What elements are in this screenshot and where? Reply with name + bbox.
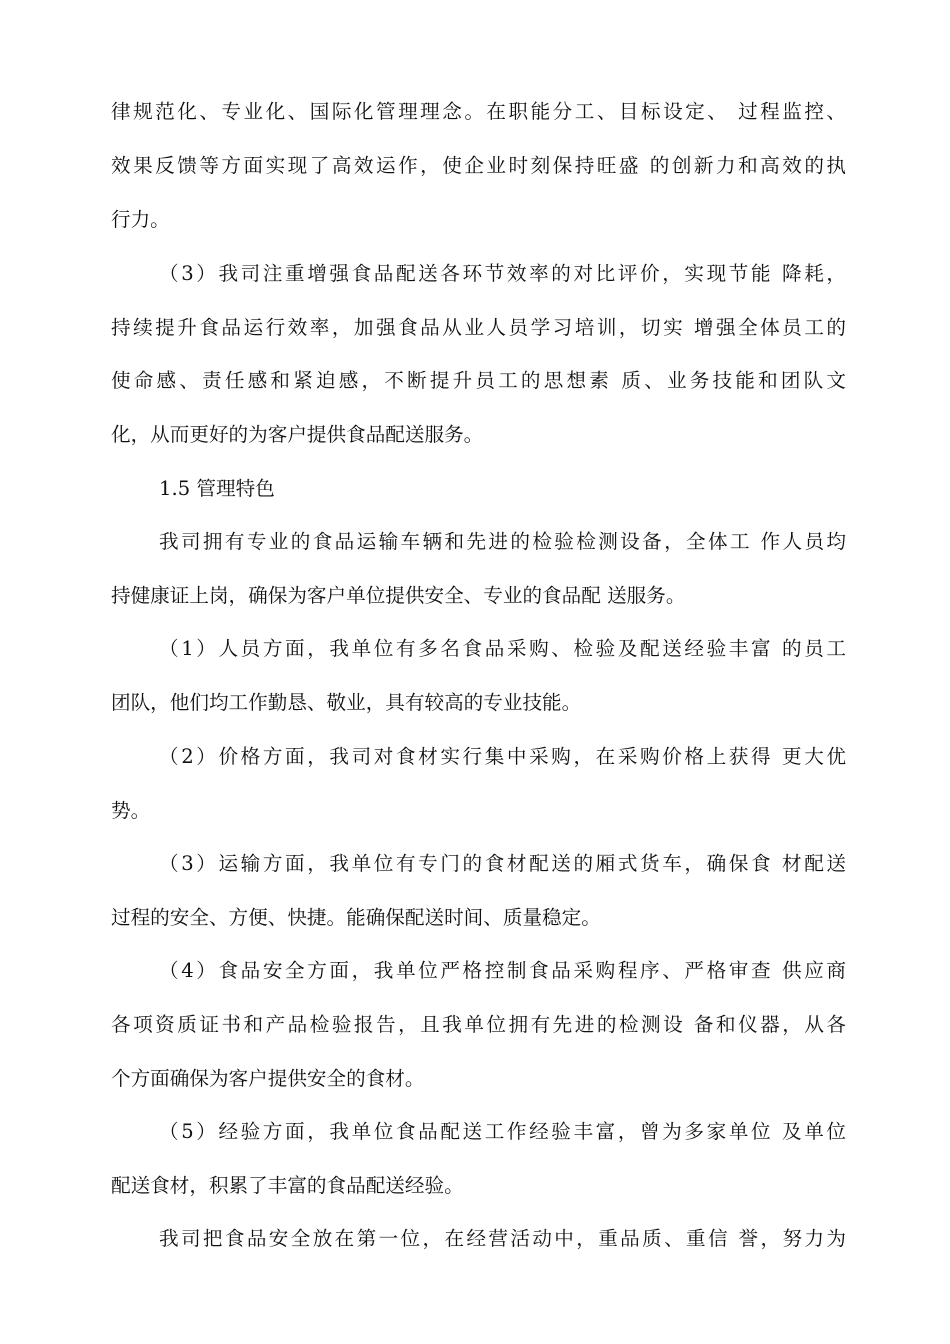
text-line: 效果反馈等方面实现了高效运作，使企业时刻保持旺盛 的创新力和高效的执	[111, 154, 846, 177]
text-line: 律规范化、专业化、国际化管理理念。在职能分工、目标设定、 过程监控、	[111, 100, 846, 123]
text-line: 过程的安全、方便、快捷。能确保配送时间、质量稳定。	[111, 906, 601, 929]
text-line: 持健康证上岗，确保为客户单位提供安全、专业的食品配 送服务。	[111, 584, 686, 607]
text-line: 行力。	[111, 208, 170, 231]
text-line: （4）食品安全方面，我单位严格控制食品采购程序、严格审查 供应商	[159, 959, 846, 982]
text-line: 我司拥有专业的食品运输车辆和先进的检验检测设备，全体工 作人员均	[159, 530, 846, 553]
text-line: 个方面确保为客户提供安全的食材。	[111, 1067, 425, 1090]
text-line: （3）运输方面，我单位有专门的食材配送的厢式货车，确保食 材配送	[159, 852, 846, 875]
text-line: 配送食材，积累了丰富的食品配送经验。	[111, 1174, 464, 1197]
text-line: 持续提升食品运行效率，加强食品从业人员学习培训，切实 增强全体员工的	[111, 316, 846, 339]
text-line: 化，从而更好的为客户提供食品配送服务。	[111, 423, 484, 446]
text-line: （5）经验方面，我单位食品配送工作经验丰富，曾为多家单位 及单位	[159, 1120, 846, 1143]
text-line: 我司把食品安全放在第一位，在经营活动中，重品质、重信 誉，努力为	[159, 1227, 846, 1250]
text-line: 团队，他们均工作勤恳、敬业，具有较高的专业技能。	[111, 691, 582, 714]
text-line: 各项资质证书和产品检验报告，且我单位拥有先进的检测设 备和仪器，从各	[111, 1013, 846, 1036]
text-line: 势。	[111, 799, 151, 822]
section-heading: 1.5 管理特色	[159, 477, 275, 500]
text-line: 使命感、责任感和紧迫感，不断提升员工的思想素 质、业务技能和团队文	[111, 369, 846, 392]
text-line: （2）价格方面，我司对食材实行集中采购，在采购价格上获得 更大优	[159, 745, 846, 768]
text-line: （1）人员方面，我单位有多名食品采购、检验及配送经验丰富 的员工	[159, 637, 846, 660]
text-line: （3）我司注重增强食品配送各环节效率的对比评价，实现节能 降耗，	[159, 262, 846, 285]
